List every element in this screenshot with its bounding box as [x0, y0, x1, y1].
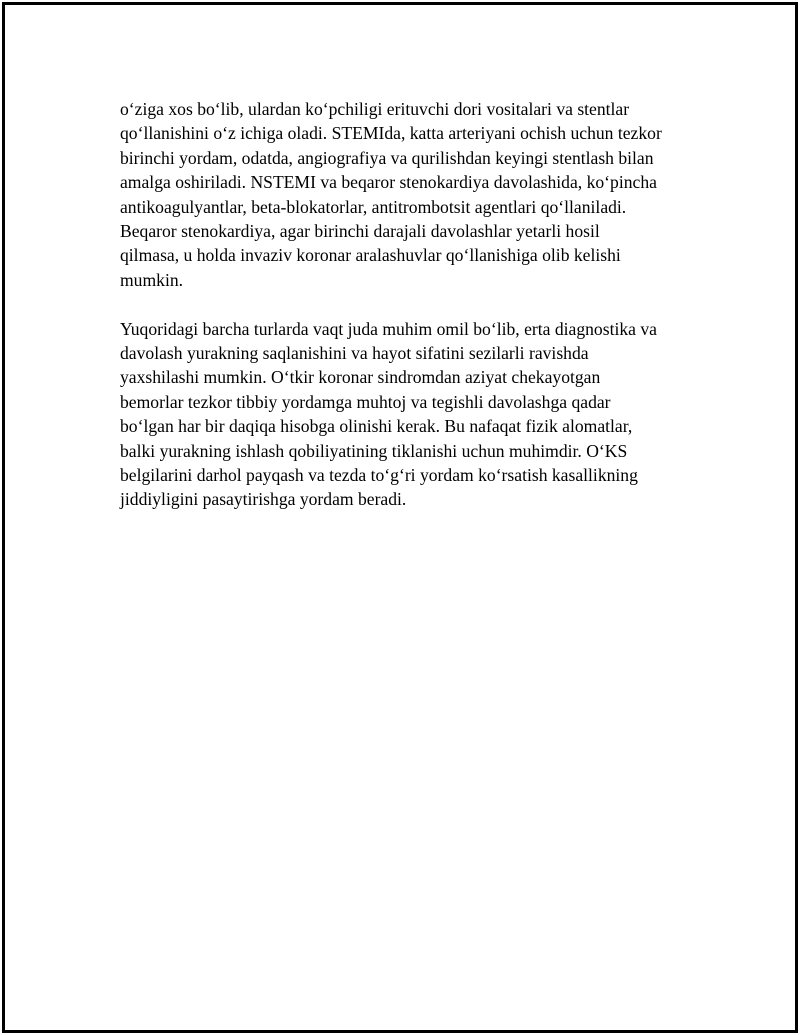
text-line: qo‘llanishini o‘z ichiga oladi. STEMIda, katta arteriyani ochish uchun tezkor	[120, 123, 662, 144]
paragraph-1	[120, 97, 710, 292]
document-body	[120, 97, 710, 512]
text-line: davolash yurakning saqlanishini va hayot sifatini sezilarli ravishda	[120, 343, 589, 364]
text-line: Yuqoridagi barcha turlarda vaqt juda muhim omil bo‘lib, erta diagnostika va	[120, 318, 657, 339]
text-line: bo‘lgan har bir daqiqa hisobga olinishi kerak. Bu nafaqat fizik alomatlar,	[120, 416, 633, 437]
text-line: amalga oshiriladi. NSTEMI va beqaror stenokardiya davolashida, ko‘pincha	[120, 172, 657, 193]
document-page	[2, 2, 798, 1033]
text-line: antikoagulyantlar, beta-blokatorlar, antitrombotsit agentlari qo‘llaniladi.	[120, 196, 627, 217]
paragraph-spacer	[120, 292, 710, 316]
text-line: birinchi yordam, odatda, angiografiya va qurilishdan keyingi stentlash bilan	[120, 147, 654, 168]
text-line: jiddiyligini pasaytirishga yordam beradi.	[120, 489, 407, 510]
text-line: belgilarini darhol payqash va tezda to‘g‘ri yordam ko‘rsatish kasallikning	[120, 465, 638, 486]
text-line: balki yurakning ishlash qobiliyatining tiklanishi uchun muhimdir. O‘KS	[120, 440, 628, 461]
text-line: Beqaror stenokardiya, agar birinchi darajali davolashlar yetarli hosil	[120, 221, 600, 242]
text-line: yaxshilashi mumkin. O‘tkir koronar sindromdan aziyat chekayotgan	[120, 367, 601, 388]
text-line: qilmasa, u holda invaziv koronar aralashuvlar qo‘llanishiga olib kelishi	[120, 245, 621, 266]
text-line: o‘ziga xos bo‘lib, ulardan ko‘pchiligi erituvchi dori vositalari va stentlar	[120, 99, 630, 119]
paragraph-2	[120, 317, 710, 512]
text-line: mumkin.	[120, 269, 184, 290]
text-line: bemorlar tezkor tibbiy yordamga muhtoj va tegishli davolashga qadar	[120, 391, 611, 412]
